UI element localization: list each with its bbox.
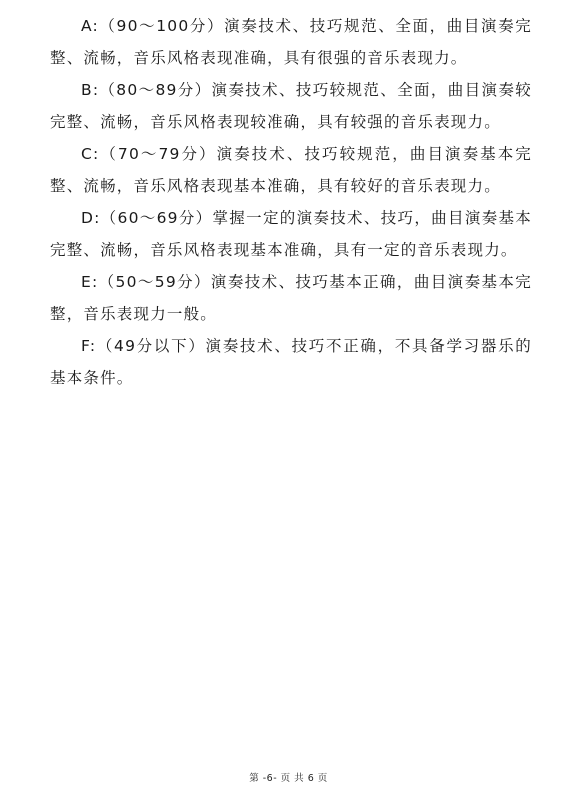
grade-c-paragraph: C:（70～79分）演奏技术、技巧较规范，曲目演奏基本完整、流畅，音乐风格表现基本准确，具有较好的音乐表现力。 <box>50 145 532 195</box>
grade-f-paragraph: F:（49分以下）演奏技术、技巧不正确，不具备学习器乐的基本条件。 <box>50 337 532 387</box>
grade-e-paragraph: E:（50～59分）演奏技术、技巧基本正确，曲目演奏基本完整，音乐表现力一般。 <box>50 273 532 323</box>
grade-a-paragraph: A:（90～100分）演奏技术、技巧规范、全面，曲目演奏完整、流畅，音乐风格表现准确，具有很强的音乐表现力。 <box>50 17 532 67</box>
grade-d-paragraph: D:（60～69分）掌握一定的演奏技术、技巧，曲目演奏基本完整、流畅，音乐风格表现基本准确，具有一定的音乐表现力。 <box>50 209 532 259</box>
grade-b-paragraph: B:（80～89分）演奏技术、技巧较规范、全面，曲目演奏较完整、流畅，音乐风格表现较准确，具有较强的音乐表现力。 <box>50 81 532 131</box>
page-footer: 第 -6- 页 共 6 页 <box>249 773 328 784</box>
document-body <box>50 10 532 394</box>
